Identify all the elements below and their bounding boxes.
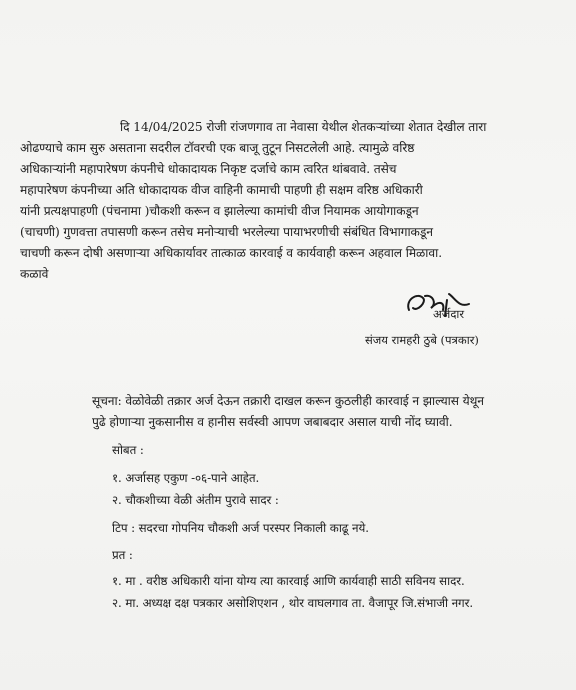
paragraph-line: यांनी प्रत्यक्षपाहणी (पंचनामा )चौकशी करून व झालेल्या कामांची वीज नियामक आयोगाकडून (20, 204, 419, 218)
copies-heading: प्रत : (112, 548, 133, 562)
copy-item: २. मा. अध्यक्ष दक्ष पत्रकार असोशिएशन , थोर वाघलगाव ता. वैजापूर जि.संभाजी नगर. (112, 596, 473, 610)
notice-line: पुढे होणाऱ्या नुकसानीस व हानीस सर्वस्वी आपण जबाबदार असाल याची नोंद घ्यावी. (92, 415, 453, 429)
tip-note: टिप : सदरचा गोपनिय चौकशी अर्ज परस्पर निकाली काढू नये. (112, 521, 369, 535)
paragraph-line: महापारेषण कंपनीच्या अति धोकादायक वीज वाहिनी कामाची पाहणी ही सक्षम वरिष्ठ अधिकारी (20, 183, 423, 197)
paragraph-line: चाचणी करून दोषी असणाऱ्या अधिकार्यावर तात्काळ कारवाई व कार्यवाही करून अहवाल मिळावा. (20, 246, 442, 260)
paragraph-line: दि 14/04/2025 रोजी रांजणगाव ता नेवासा येथील शेतकऱ्यांच्या शेतात देखील तारा (120, 120, 487, 134)
enclosure-item: २. चौकशीच्या वेळी अंतीम पुरावे सादर : (112, 493, 279, 507)
enclosures-heading: सोबत : (112, 443, 144, 457)
signature-name: संजय रामहरी ठुबे (पत्रकार) (365, 333, 479, 347)
paragraph-line: ओढण्याचे काम सुरु असताना सदरील टॉवरची एक बाजू तुटून निसटलेली आहे. त्यामुळे वरिष्ठ (20, 141, 415, 155)
paragraph-line: (चाचणी) गुणवत्ता तपासणी करून तसेच मनोऱ्याची भरलेल्या पायाभरणीची संबंधित विभागाकडून (20, 225, 433, 239)
paragraph-line: अधिकाऱ्यांनी महापारेषण कंपनीचे धोकादायक निकृष्ट दर्जाचे काम त्वरित थांबवावे. तसेच (20, 162, 397, 176)
signature-role: अर्जदार (433, 307, 465, 321)
enclosure-item: १. अर्जासह एकुण -०६-पाने आहेत. (112, 471, 260, 485)
copy-item: १. मा . वरीष्ठ अधिकारी यांना योग्य त्या कारवाई आणि कार्यवाही साठी सविनय सादर. (112, 574, 465, 588)
notice-line: सूचना: वेळोवेळी तक्रार अर्ज देऊन तक्रारी दाखल करून कुठलीही कारवाई न झाल्यास येथून (92, 394, 484, 408)
paragraph-line: कळावे (20, 267, 49, 281)
